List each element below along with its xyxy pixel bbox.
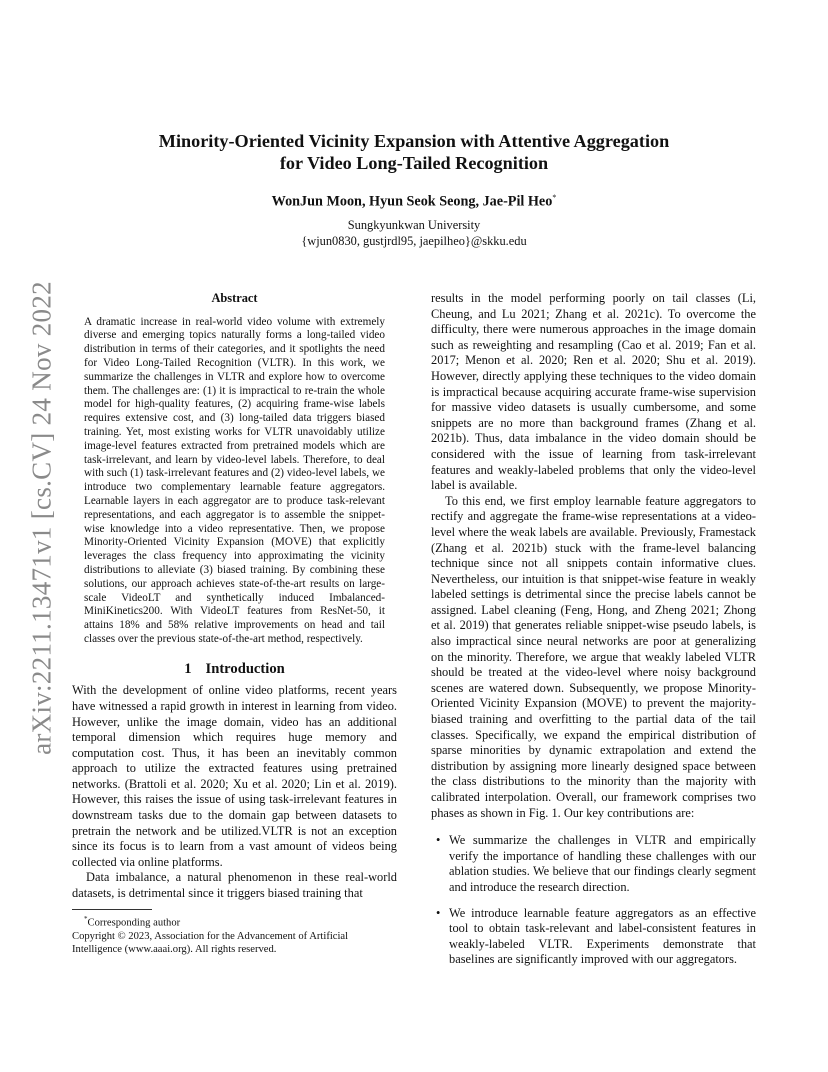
left-column bbox=[72, 291, 397, 902]
bullet-dot: • bbox=[436, 905, 441, 920]
author-mark: * bbox=[552, 193, 557, 202]
bullet-dot: • bbox=[436, 833, 441, 848]
arxiv-stamp bbox=[22, 278, 62, 758]
footnote-text: Corresponding author bbox=[87, 917, 181, 929]
list-item-text: We summarize the challenges in VLTR and empirically verify the importance of handling these challenges with our ablation studies. We believe that our findings clearly segment and introduce the research direction. bbox=[449, 833, 756, 894]
title-line-2: for Video Long-Tailed Recognition bbox=[279, 153, 549, 173]
authors: WonJun Moon, Hyun Seok Seong, Jae-Pil Heo bbox=[271, 193, 553, 210]
paper-title bbox=[72, 130, 756, 174]
affiliation-block bbox=[72, 217, 756, 249]
author-list bbox=[72, 193, 756, 211]
right-paragraph-2: To this end, we first employ learnable feature aggregators to rectify and aggregate the frame-wise representations at a video-level where the weak labels are available. Previously, Framestack (Zhang et al. 2021b) stuck with the frame-level balancing technique since not all snippets contain informative clues. Nevertheless, our intuition is that snippet-wise feature in weakly labeled settings is detrimental since the precise labels cannot be assigned. Label cleaning (Feng, Hong, and Zheng 2021; Zhong et al. 2019) that generates reliable snippet-wise pseudo labels, is also impractical since neural networks are poor at generalizing on the minority. Therefore, we argue that weakly labeled VLTR should be treated at the video-level where noisy background scenes are watered down. Subsequently, we propose Minority-Oriented Vicinity Expansion (MOVE) to prevent the majority-biased training and overfitting to the partial data of the tail classes. Specifically, we expand the empirical distribution of sparse minorities by dynamic extrapolation and extend the distribution by assigning more linearly designed space between the class distributions to the minority than the majority with calibrated interpolation. Overall, our framework comprises two phases as shown in Fig. 1. Our key contributions are: bbox=[431, 493, 756, 820]
footnote-rule bbox=[72, 909, 152, 910]
emails: {wjun0830, gustjrdl95, jaepilheo}@skku.edu bbox=[301, 234, 527, 248]
intro-paragraph-1: With the development of online video platforms, recent years have witnessed a rapid growth in interest in learning from video. However, unlike the image domain, video has an additional temporal dimension which requires huge memory and computation cost. Thus, it has been an inevitably common approach to utilize the extracted features using pretrained networks. (Brattoli et al. 2020; Xu et al. 2020; Lin et al. 2019). However, this raises the issue of using task-irrelevant features in downstream tasks due to the domain gap between datasets to pretrain the network and be utilized.VLTR is not an exception since its focus is to learn from a vast amount of videos being collected via online platforms. bbox=[72, 683, 397, 869]
right-paragraph-1: results in the model performing poorly on tail classes (Li, Cheung, and Lu 2021; Zhang et al. 2021c). To overcome the difficulty, there were numerous approaches in the image domain such as reweighting and resampling (Cao et al. 2019; Fan et al. 2017; Menon et al. 2020; Ren et al. 2020; Shu et al. 2019). However, directly applying these techniques to the video domain is impractical because acquiring accurate frame-wise supervision for massive video datasets is usually cumbersome, and some snippets are no more than background frames (Zhang et al. 2021b). Thus, data imbalance in the video domain should be considered with the issue of learning from task-irrelevant features and weakly-labeled problems that only the video-level label is available. bbox=[431, 291, 756, 493]
list-item-text: We introduce learnable feature aggregators as an effective tool to obtain task-relevant and label-consistent features in weakly-labeled VLTR. Experiments demonstrate that baselines are significantly improved with our aggregators. bbox=[449, 905, 756, 967]
title-line-1: Minority-Oriented Vicinity Expansion with Attentive Aggregation bbox=[158, 131, 670, 151]
copyright: Copyright © 2023, Association for the Advancement of Artificial Intelligence (www.aaai.org). All rights reserved. bbox=[72, 930, 349, 955]
contribution-list bbox=[431, 833, 756, 968]
abstract-text: A dramatic increase in real-world video volume with extremely diverse and emerging topics naturally forms a long-tailed video distribution in terms of their categories, and it spotlights the need for Video Long-Tailed Recognition (VLTR). In this work, we summarize the challenges in VLTR and explore how to overcome them. The challenges are: (1) it is impractical to re-train the whole model for high-quality features, (2) acquiring frame-wise labels requires extensive cost, and (3) long-tailed data triggers biased training. Yet, most existing works for VLTR unavoidably utilize image-level features extracted from pretrained models which are task-irrelevant, and learn by video-level labels. Therefore, to deal with such (1) task-irrelevant features and (2) video-level labels, we introduce two complementary learnable feature aggregators. Learnable layers in each aggregator are to produce task-relevant representations, and each aggregator is to assemble the snippet-wise knowledge into a video representative. Then, we propose Minority-Oriented Vicinity Expansion (MOVE) that explicitly leverages the class frequency into approximating the vicinity distributions to alleviate (3) biased training. By combining these solutions, our approach achieves state-of-the-art results on large-scale VideoLT and synthetically induced Imbalanced-MiniKinetics200. With VideoLT features from ResNet-50, it attains 18% and 58% relative improvements on head and tail classes over the previous state-of-the-art method, respectively. bbox=[84, 315, 385, 645]
abstract-heading: Abstract bbox=[211, 291, 258, 305]
section-title: Introduction bbox=[205, 660, 285, 677]
affiliation: Sungkyunkwan University bbox=[347, 218, 481, 232]
list-item bbox=[431, 906, 756, 968]
list-item bbox=[431, 833, 756, 895]
right-column bbox=[431, 291, 756, 978]
arxiv-id: arXiv:2211.13471v1 [cs.CV] 24 Nov 2022 bbox=[26, 281, 57, 755]
section-number: 1 bbox=[184, 660, 192, 677]
footnote-mark: * bbox=[84, 915, 88, 923]
intro-paragraph-2: Data imbalance, a natural phenomenon in these real-world datasets, is detrimental since it triggers biased training that bbox=[72, 870, 397, 901]
footnote-area bbox=[72, 909, 397, 956]
section-heading bbox=[72, 662, 397, 678]
footnote bbox=[72, 913, 397, 930]
